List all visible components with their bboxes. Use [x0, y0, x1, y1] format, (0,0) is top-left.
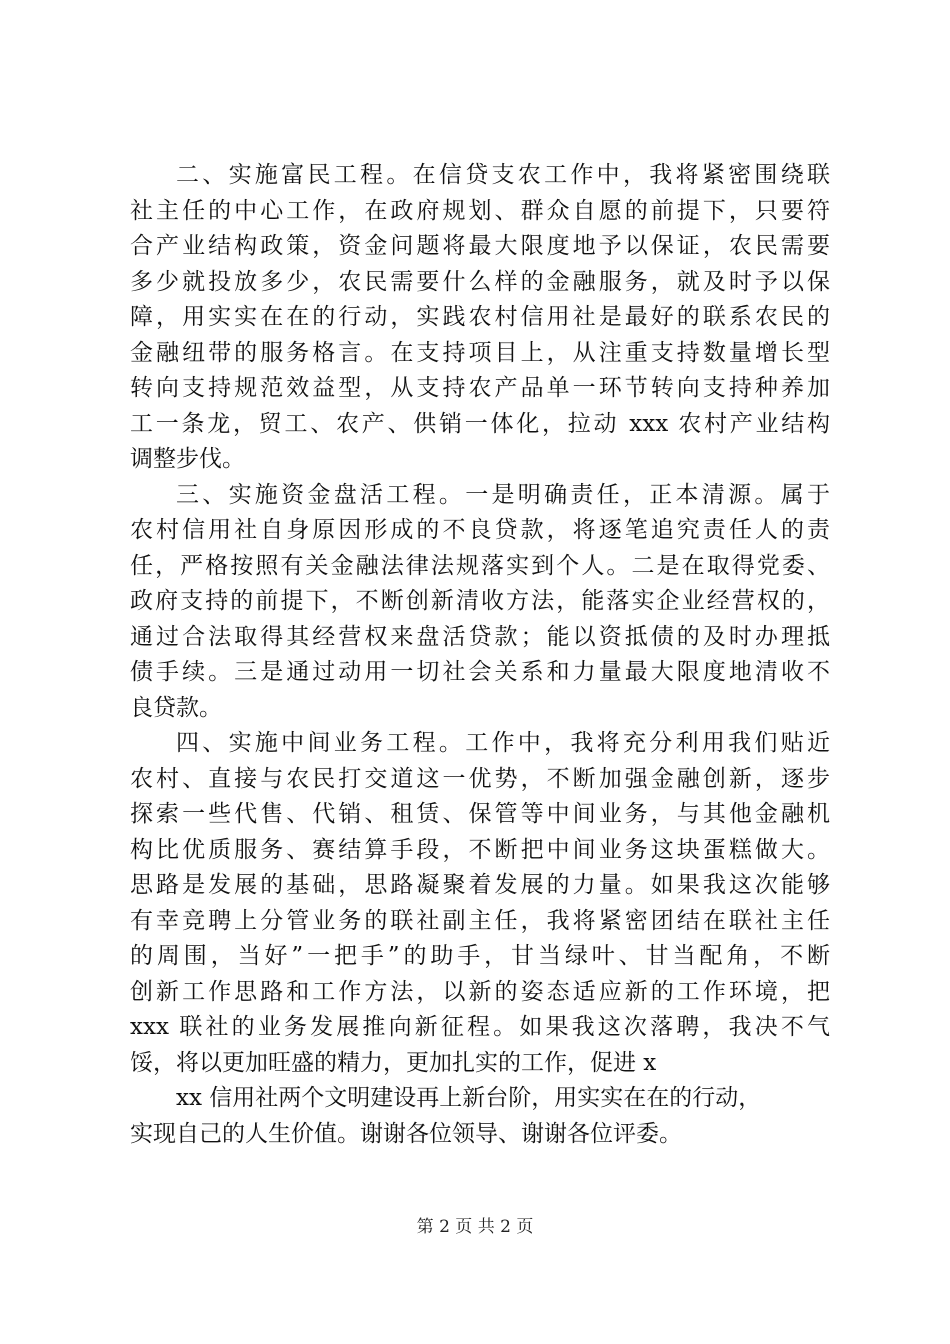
text-line: 三、实施资金盘活工程。一是明确责任，正本清源。属于: [176, 481, 830, 508]
text-line: xxx 联社的业务发展推向新征程。如果我这次落聘，我决不气: [130, 1014, 830, 1040]
text-line: 债手续。三是通过动用一切社会关系和力量最大限度地清收不: [130, 659, 830, 685]
text-line: 任，严格按照有关金融法律法规落实到个人。二是在取得党委、: [130, 552, 830, 579]
text-line: 四、实施中间业务工程。工作中，我将充分利用我们贴近: [176, 730, 830, 756]
text-line: 有幸竞聘上分管业务的联社副主任，我将紧密团结在联社主任: [130, 907, 830, 934]
text-line: 构比优质服务、赛结算手段，不断把中间业务这块蛋糕做大。: [130, 836, 830, 863]
text-line: 调整步伐。: [130, 446, 245, 472]
text-line: 转向支持规范效益型，从支持农产品单一环节转向支持种养加: [130, 375, 830, 401]
text-line: 通过合法取得其经营权来盘活贷款；能以资抵债的及时办理抵: [130, 623, 830, 650]
text-line: 社主任的中心工作，在政府规划、群众自愿的前提下，只要符: [130, 197, 830, 224]
text-line: 多少就投放多少，农民需要什么样的金融服务，就及时予以保: [130, 268, 830, 295]
text-line: 二、实施富民工程。在信贷支农工作中，我将紧密围绕联: [176, 162, 830, 188]
text-line: xx 信用社两个文明建设再上新台阶，用实实在在的行动，: [176, 1085, 762, 1111]
text-line: 馁，将以更加旺盛的精力，更加扎实的工作，促进 x: [130, 1049, 657, 1076]
text-line: 的周围，当好”一把手”的助手，甘当绿叶、甘当配角，不断: [130, 943, 830, 969]
text-line: 障，用实实在在的行动，实践农村信用社是最好的联系农民的: [130, 304, 830, 330]
text-line: 政府支持的前提下，不断创新清收方法，能落实企业经营权的，: [130, 588, 830, 614]
document-body: [130, 158, 830, 1152]
text-line: 思路是发展的基础，思路凝聚着发展的力量。如果我这次能够: [130, 872, 830, 898]
text-line: 实现自己的人生价值。谢谢各位领导、谢谢各位评委。: [130, 1120, 682, 1147]
text-line: 金融纽带的服务格言。在支持项目上，从注重支持数量增长型: [130, 339, 830, 366]
text-line: 合产业结构政策，资金问题将最大限度地予以保证，农民需要: [130, 233, 830, 259]
text-line: 探索一些代售、代销、租赁、保管等中间业务，与其他金融机: [130, 801, 830, 827]
text-line: 农村信用社自身原因形成的不良贷款，将逐笔追究责任人的责: [130, 517, 830, 543]
page-footer: 第 2 页 共 2 页: [416, 1217, 534, 1237]
text-line: 农村、直接与农民打交道这一优势，不断加强金融创新，逐步: [130, 765, 830, 792]
text-line: 良贷款。: [130, 694, 222, 721]
text-line: 创新工作思路和工作方法，以新的姿态适应新的工作环境，把: [130, 978, 830, 1005]
text-line: 工一条龙，贸工、农产、供销一体化，拉动 xxx 农村产业结构: [130, 410, 830, 437]
